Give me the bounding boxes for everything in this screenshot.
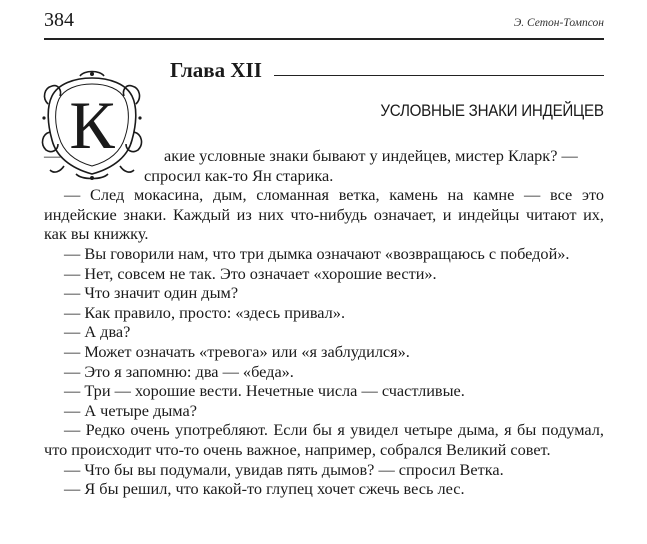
chapter-subtitle: УСЛОВНЫЕ ЗНАКИ ИНДЕЙЦЕВ [380, 102, 604, 120]
paragraph: — Я бы решил, что какой-то глупец хочет сжечь весь лес. [64, 479, 465, 499]
chapter-rule [274, 75, 604, 76]
running-head: Э. Сетон-Томпсон [513, 17, 604, 29]
paragraph: — Три — хорошие вести. Нечетные числа — счастливые. [64, 381, 465, 401]
paragraph: — А четыре дыма? [64, 400, 197, 420]
paragraph: — След мокасина, дым, сломанная ветка, камень на камне — все это индейские знаки. Каждый из них что-нибудь означает, и индейцы читают их, как вы книжку. [44, 185, 604, 244]
paragraph: — Что значит один дым? [64, 283, 239, 303]
body-text [44, 146, 604, 499]
paragraph: — Нет, совсем не так. Это означает «хорошие вести». [64, 263, 437, 283]
paragraph: — Редко очень употребляют. Если бы я увидел четыре дыма, я бы подумал, что происходит что-то очень важное, например, собрался Великий совет. [44, 420, 604, 459]
page-header [44, 8, 604, 40]
paragraph: — Как правило, просто: «здесь привал». [64, 302, 346, 322]
paragraph: — А два? [64, 322, 131, 342]
paragraph-continuation: спросил как-то Ян старика. [144, 165, 334, 185]
paragraph: — Может означать «тревога» или «я заблудился». [64, 341, 410, 361]
paragraph-text: акие условные знаки бывают у индейцев, мистер Кларк? — [164, 146, 578, 165]
paragraph: — Это я запомню: два — «беда». [64, 361, 294, 381]
paragraph: — Вы говорили нам, что три дымка означают «возвращаюсь с победой». [64, 243, 570, 263]
paragraph: — акие условные знаки бывают у индейцев, мистер Кларк? — спросил как-то Ян старика. [44, 146, 604, 185]
chapter-heading [170, 58, 604, 88]
chapter-title: Глава XII [170, 58, 262, 82]
drop-cap-letter: К [69, 87, 115, 163]
page-number: 384 [44, 9, 74, 31]
paragraph: — Что бы вы подумали, увидав пять дымов? — спросил Ветка. [64, 459, 504, 479]
